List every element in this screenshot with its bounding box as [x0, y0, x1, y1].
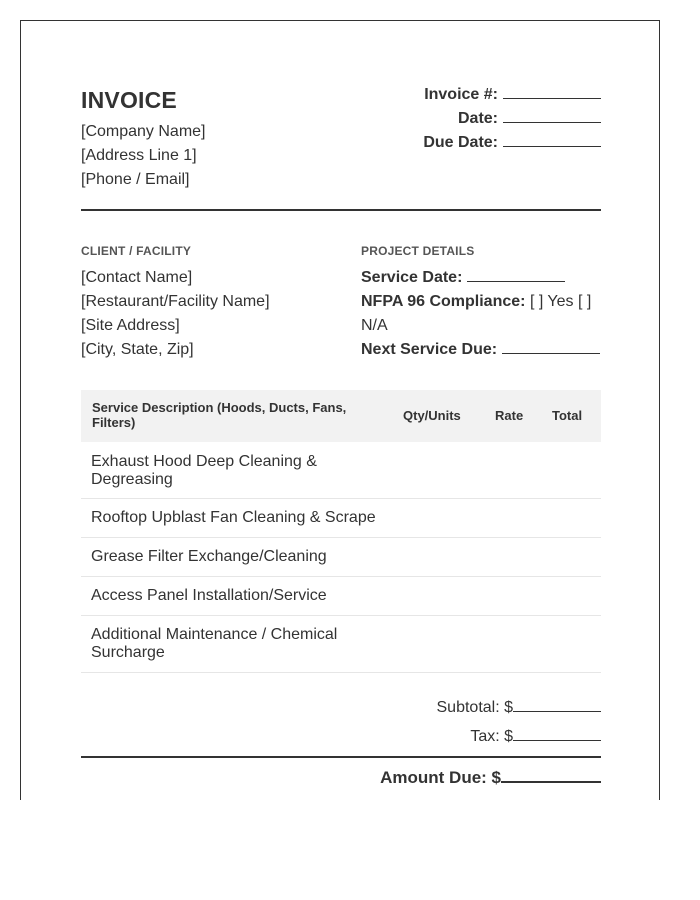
- client-info: [81, 266, 270, 362]
- table-row: [81, 538, 601, 577]
- header-divider: [81, 209, 601, 211]
- invoice-content: [81, 21, 601, 800]
- row-description: Exhaust Hood Deep Cleaning & Degreasing: [91, 453, 317, 488]
- subtotal-row: [437, 697, 602, 717]
- amount-due-label: Amount Due: $: [380, 768, 501, 787]
- subtotal-label: Subtotal: $: [436, 699, 513, 716]
- service-date-label: Service Date:: [361, 269, 463, 286]
- table-row: [81, 442, 601, 499]
- invoice-date-row: [423, 107, 601, 131]
- invoice-date-label: Date:: [457, 110, 498, 127]
- row-description: Grease Filter Exchange/Cleaning: [91, 548, 327, 565]
- nfpa-row: [361, 290, 600, 314]
- client-contact-name: [Contact Name]: [81, 269, 193, 286]
- amount-due-row: [380, 766, 601, 788]
- table-row: [81, 577, 601, 616]
- nfpa-na: N/A: [361, 317, 388, 334]
- next-service-row: [361, 338, 600, 362]
- header-total: Total: [552, 408, 583, 423]
- invoice-number-row: [423, 83, 601, 107]
- due-date-row: [423, 131, 601, 155]
- company-address: [Address Line 1]: [81, 147, 197, 164]
- next-service-field[interactable]: [502, 338, 600, 354]
- client-facility-name: [Restaurant/Facility Name]: [81, 293, 270, 310]
- project-heading: PROJECT DETAILS: [361, 244, 475, 258]
- nfpa-label: NFPA 96 Compliance:: [361, 293, 526, 310]
- row-description: Additional Maintenance / Chemical Surcharge: [91, 626, 338, 661]
- amount-due-field[interactable]: [501, 766, 601, 783]
- service-date-row: [361, 266, 600, 290]
- client-site-address: [Site Address]: [81, 317, 180, 334]
- client-city-state-zip: [City, State, Zip]: [81, 341, 194, 358]
- project-info: [361, 266, 600, 362]
- tax-row: [470, 726, 601, 746]
- invoice-title: INVOICE: [81, 87, 177, 113]
- tax-label: Tax: $: [470, 728, 513, 745]
- table-header: [81, 390, 601, 442]
- table-row: [81, 616, 601, 673]
- due-date-field[interactable]: [503, 131, 601, 147]
- client-heading: CLIENT / FACILITY: [81, 244, 192, 258]
- tax-field[interactable]: [513, 726, 601, 741]
- totals-divider: [81, 756, 601, 758]
- nfpa-options[interactable]: [ ] Yes [ ]: [529, 293, 592, 310]
- due-date-label: Due Date:: [423, 134, 498, 151]
- company-name: [Company Name]: [81, 123, 206, 140]
- invoice-sheet: [20, 20, 660, 800]
- next-service-label: Next Service Due:: [361, 341, 498, 358]
- row-description: Rooftop Upblast Fan Cleaning & Scrape: [91, 509, 376, 526]
- invoice-date-field[interactable]: [503, 107, 601, 123]
- service-table: [81, 390, 601, 673]
- invoice-meta: [423, 83, 601, 155]
- company-contact: [Phone / Email]: [81, 171, 190, 188]
- company-info: [81, 120, 206, 192]
- table-row: [81, 499, 601, 538]
- invoice-number-label: Invoice #:: [424, 86, 498, 103]
- header-qty: Qty/Units: [403, 408, 461, 423]
- row-description: Access Panel Installation/Service: [91, 587, 327, 604]
- service-date-field[interactable]: [467, 266, 565, 282]
- subtotal-field[interactable]: [513, 697, 601, 712]
- header-description: Service Description (Hoods, Ducts, Fans, Filters): [92, 400, 347, 430]
- invoice-number-field[interactable]: [503, 83, 601, 99]
- header-rate: Rate: [495, 408, 524, 423]
